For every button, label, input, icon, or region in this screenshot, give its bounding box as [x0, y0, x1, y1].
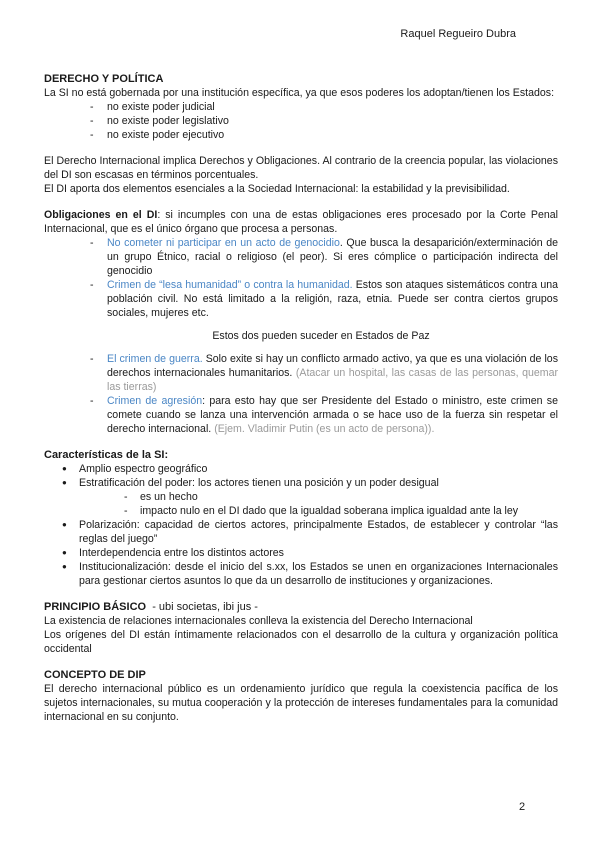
- crimes-list-2: [44, 352, 558, 436]
- list-item: ● Interdependencia entre los distintos actores: [44, 546, 558, 560]
- characteristics-heading: Características de la SI:: [44, 449, 169, 461]
- obligations-heading: Obligaciones en el DI: [44, 209, 158, 221]
- sublist-item: - impacto nulo en el DI dado que la igualdad soberana implica igualdad ante la ley: [44, 504, 558, 518]
- crime-title: Crimen de agresión: [107, 395, 203, 407]
- page-content: [44, 72, 558, 724]
- concept-heading: CONCEPTO DE DIP: [44, 669, 146, 681]
- list-item: - no existe poder legislativo: [44, 114, 558, 128]
- principle-title: PRINCIPIO BÁSICO: [44, 601, 147, 613]
- principle-line: La existencia de relaciones internacionales conlleva la existencia del Derecho Internacional: [44, 615, 473, 627]
- list-item: - no existe poder ejecutivo: [44, 128, 558, 142]
- section1-paragraph: El DI aporta dos elementos esenciales a la Sociedad Internacional: la estabilidad y la previsibilidad.: [44, 183, 510, 195]
- crime-description: . Que busca la desaparición/exterminación de un grupo Étnico, racial o religioso (el peor). Si eres cómplice o participación indirecta del genocidio: [107, 237, 558, 277]
- list-item: ● Polarización: capacidad de ciertos actores, principalmente Estados, de establecer y controlar “las reglas del juego”: [44, 518, 558, 546]
- principle-subtitle: - ubi societas, ibi jus -: [146, 601, 258, 613]
- crime-description: Solo exite si hay un conflicto armado activo, ya que es una violación de los derechos internacionales humanitarios.: [107, 353, 558, 379]
- sublist-item: - es un hecho: [44, 490, 558, 504]
- principle-heading: [44, 600, 558, 614]
- crime-title: No cometer ni participar en un acto de genocidio: [107, 237, 340, 249]
- list-item: [44, 394, 558, 436]
- peace-note: Estos dos pueden suceder en Estados de Paz: [212, 330, 430, 342]
- crime-description: Estos son ataques sistemáticos contra una población civil. No está limitado a la religión, raza, etnia. Puede ser contra ciertos grupos sociales, mujeres etc.: [107, 279, 558, 319]
- list-item: [44, 352, 558, 394]
- crime-description: : para esto hay que ser Presidente del Estado o ministro, este crimen se comete cuando se lanza una intervención armada o se hace uso de la fuerza sin respetar el derecho internacional.: [107, 395, 558, 435]
- author-name: Raquel Regueiro Dubra: [400, 28, 516, 40]
- crimes-list: [44, 236, 558, 320]
- crime-note: (Ejem. Vladimir Putin (es un acto de persona)).: [214, 423, 435, 435]
- list-item: [44, 236, 558, 278]
- principle-line: Los orígenes del DI están íntimamente relacionados con el desarrollo de la cultura y organización política occidental: [44, 629, 558, 655]
- stratification-sublist: [44, 490, 558, 518]
- section1-paragraph: El Derecho Internacional implica Derechos y Obligaciones. Al contrario de la creencia popular, las violaciones del DI son escasas en términos porcentuales.: [44, 155, 558, 181]
- concept-text: El derecho internacional público es un ordenamiento jurídico que regula la coexistencia pacífica de los sujetos internacionales, su mutua cooperación y la protección de intereses fundamentales para la comunidad internacional en su conjunto.: [44, 683, 558, 723]
- section-heading-derecho-politica: DERECHO Y POLÍTICA: [44, 73, 164, 85]
- characteristics-list: [44, 462, 558, 490]
- crime-title: Crimen de “lesa humanidad” o contra la humanidad.: [107, 279, 353, 291]
- list-item: [44, 476, 558, 490]
- obligations-text: : si incumples con una de estas obligaciones eres procesado por la Corte Penal Internacional, que es el único órgano que procesa a personas.: [44, 209, 558, 235]
- page-number: 2: [519, 801, 526, 813]
- crime-title: El crimen de guerra.: [107, 353, 203, 365]
- list-item-text: Estratificación del poder: los actores tienen una posición y un poder desigual: [79, 477, 439, 489]
- list-item: [44, 278, 558, 320]
- section1-intro: La SI no está gobernada por una institución específica, ya que esos poderes los adoptan/tienen los Estados:: [44, 87, 555, 99]
- characteristics-list-cont: [44, 518, 558, 588]
- obligations-paragraph: [44, 208, 558, 236]
- crime-note: (Atacar un hospital, las casas de las personas, quemar las tierras): [107, 367, 559, 393]
- list-item: ● Institucionalización: desde el inicio del s.xx, los Estados se unen en organizaciones Internacionales para gestionar ciertos asuntos lo que da un desarrollo de instituciones y organizaciones.: [44, 560, 558, 588]
- list-item: ● Amplio espectro geográfico: [44, 462, 558, 476]
- powers-list: [44, 100, 558, 142]
- list-item: - no existe poder judicial: [44, 100, 558, 114]
